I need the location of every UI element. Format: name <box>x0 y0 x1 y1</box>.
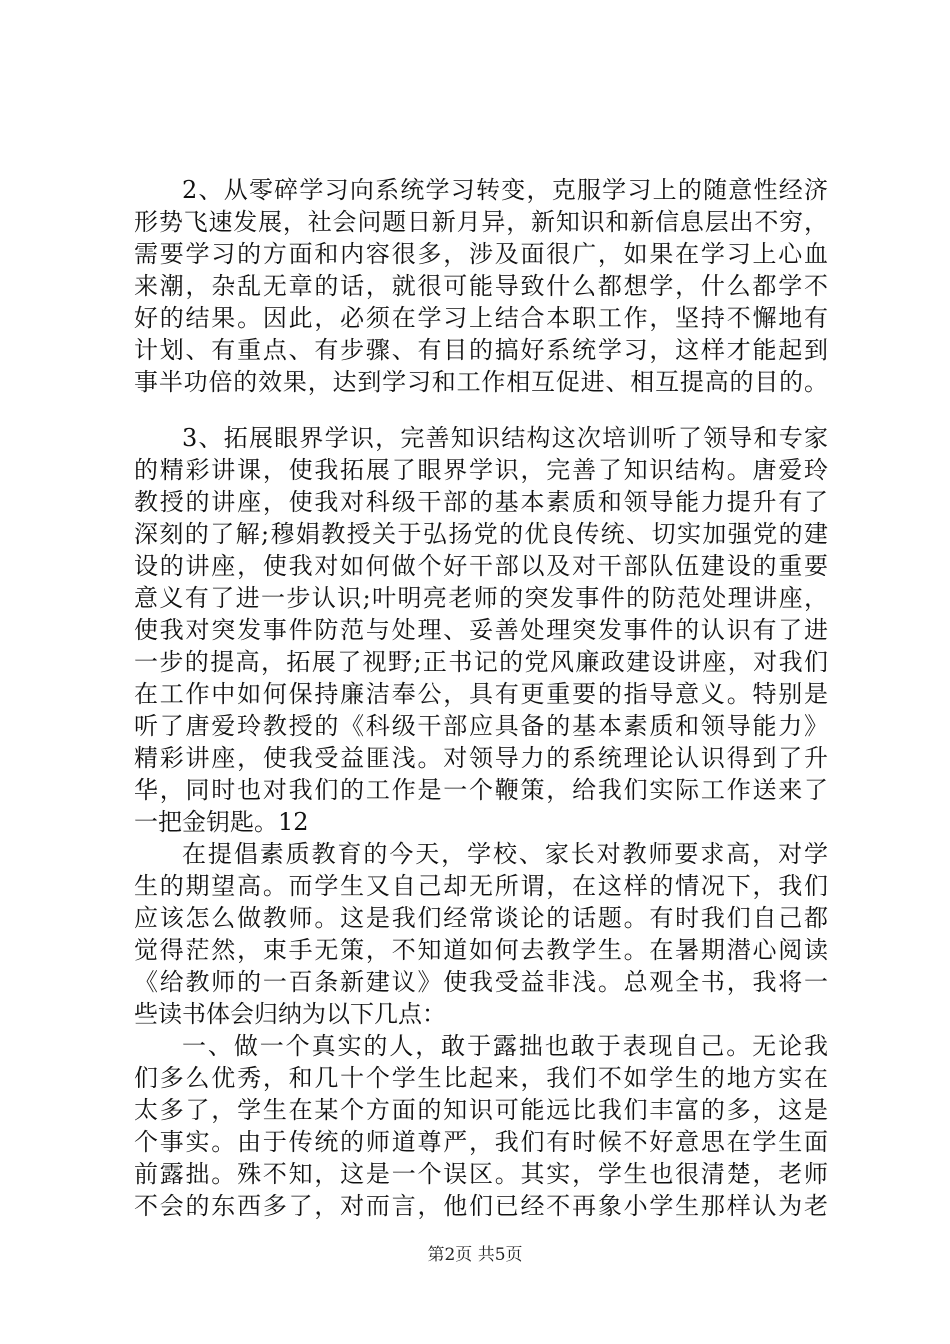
text-line: 的精彩讲课，使我拓展了眼界学识，完善了知识结构。唐爱玲 <box>134 456 828 484</box>
text-line: 《给教师的一百条新建议》使我受益非浅。总观全书，我将一 <box>134 968 828 996</box>
text-line: 觉得茫然，束手无策，不知道如何去教学生。在暑期潜心阅读 <box>134 936 828 964</box>
text-line: 3、拓展眼界学识，完善知识结构这次培训听了领导和专家 <box>182 424 828 452</box>
text-line: 需要学习的方面和内容很多，涉及面很广，如果在学习上心血 <box>134 240 828 268</box>
text-line: 来潮，杂乱无章的话，就很可能导致什么都想学，什么都学不 <box>134 272 828 300</box>
text-line: 应该怎么做教师。这是我们经常谈论的话题。有时我们自己都 <box>134 904 828 932</box>
text-line: 深刻的了解;穆娟教授关于弘扬党的优良传统、切实加强党的建 <box>134 520 828 548</box>
text-line: 些读书体会归纳为以下几点： <box>134 1000 446 1028</box>
text-line: 一、做一个真实的人，敢于露拙也敢于表现自己。无论我 <box>182 1032 828 1060</box>
text-line: 太多了，学生在某个方面的知识可能远比我们丰富的多，这是 <box>134 1096 828 1124</box>
text-line: 生的期望高。而学生又自己却无所谓，在这样的情况下，我们 <box>134 872 828 900</box>
text-line: 意义有了进一步认识;叶明亮老师的突发事件的防范处理讲座， <box>134 584 828 612</box>
text-line: 事半功倍的效果，达到学习和工作相互促进、相互提高的目的。 <box>134 368 828 396</box>
text-line: 个事实。由于传统的师道尊严，我们有时候不好意思在学生面 <box>134 1128 828 1156</box>
text-line: 设的讲座，使我对如何做个好干部以及对干部队伍建设的重要 <box>134 552 828 580</box>
text-line: 华，同时也对我们的工作是一个鞭策，给我们实际工作送来了 <box>134 776 828 804</box>
text-line: 一把金钥匙。12 <box>134 808 309 836</box>
text-line: 教授的讲座，使我对科级干部的基本素质和领导能力提升有了 <box>134 488 828 516</box>
text-line: 计划、有重点、有步骤、有目的搞好系统学习，这样才能起到 <box>134 336 828 364</box>
text-line: 形势飞速发展，社会问题日新月异，新知识和新信息层出不穷， <box>134 208 828 236</box>
page-number-footer: 第2页 共5页 <box>427 1245 523 1265</box>
text-line: 在工作中如何保持廉洁奉公，具有更重要的指导意义。特别是 <box>134 680 828 708</box>
text-line: 不会的东西多了，对而言，他们已经不再象小学生那样认为老 <box>134 1192 828 1220</box>
text-line: 使我对突发事件防范与处理、妥善处理突发事件的认识有了进 <box>134 616 828 644</box>
text-line: 一步的提高，拓展了视野;正书记的党风廉政建设讲座，对我们 <box>134 648 828 676</box>
text-line: 精彩讲座，使我受益匪浅。对领导力的系统理论认识得到了升 <box>134 744 828 772</box>
text-line: 好的结果。因此，必须在学习上结合本职工作，坚持不懈地有 <box>134 304 828 332</box>
text-line: 听了唐爱玲教授的《科级干部应具备的基本素质和领导能力》 <box>134 712 828 740</box>
text-line: 们多么优秀，和几十个学生比起来，我们不如学生的地方实在 <box>134 1064 828 1092</box>
text-line: 在提倡素质教育的今天，学校、家长对教师要求高，对学 <box>182 840 828 868</box>
text-line: 2、从零碎学习向系统学习转变，克服学习上的随意性经济 <box>182 176 828 204</box>
text-line: 前露拙。殊不知，这是一个误区。其实，学生也很清楚，老师 <box>134 1160 828 1188</box>
